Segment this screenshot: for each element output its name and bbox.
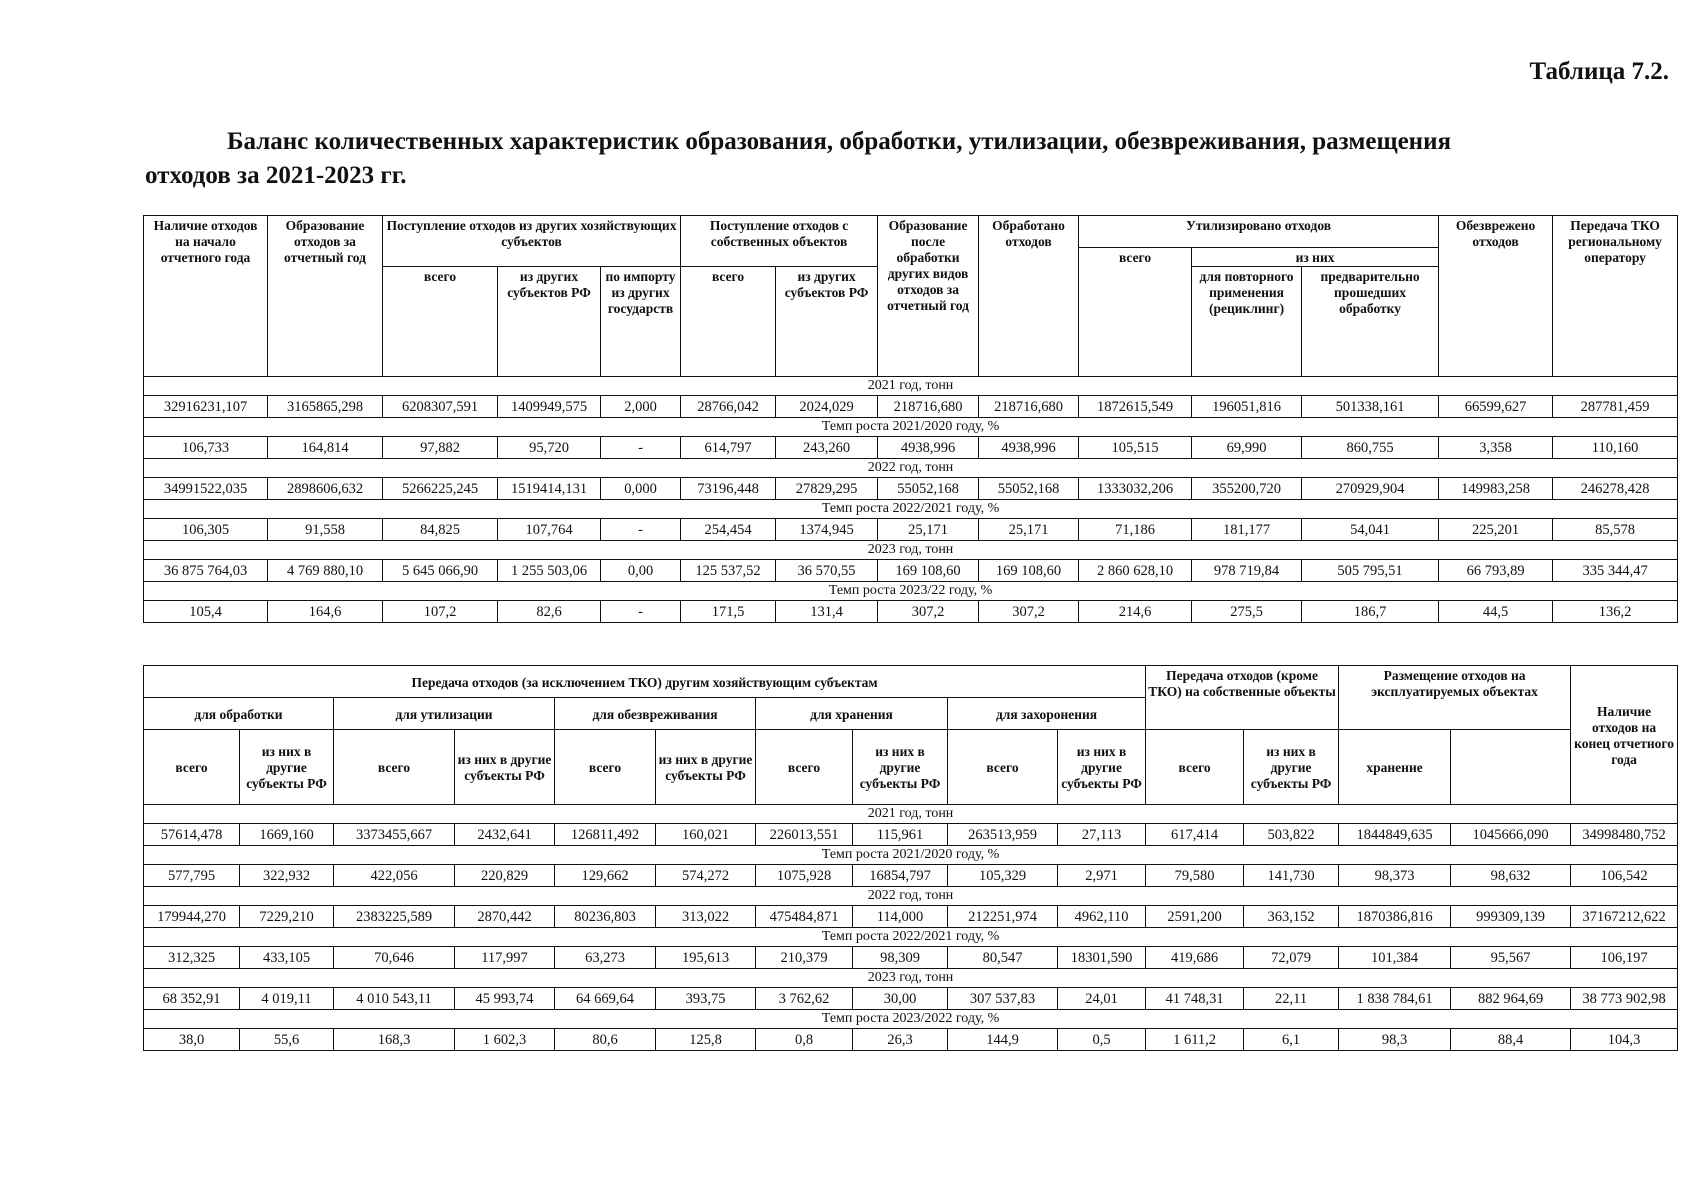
document-title: [145, 125, 1660, 193]
table-cell: 1870386,816: [1339, 906, 1451, 928]
table-cell: 115,961: [853, 824, 948, 846]
table-cell: 179944,270: [144, 906, 240, 928]
table-cell: 419,686: [1146, 947, 1244, 969]
section-label: 2022 год, тонн: [144, 887, 1678, 906]
table-cell: 322,932: [240, 865, 334, 887]
table-cell: 36 875 764,03: [144, 560, 268, 582]
header-for-storage: для хранения: [756, 698, 948, 730]
table-cell: 69,990: [1192, 437, 1302, 459]
table-cell: 218716,680: [878, 396, 979, 418]
table-cell: 3 762,62: [756, 988, 853, 1010]
table-cell: 85,578: [1553, 519, 1678, 541]
table-cell: 71,186: [1079, 519, 1192, 541]
table-cell: -: [601, 437, 681, 459]
table-cell: 1045666,090: [1451, 824, 1571, 846]
table-cell: 4962,110: [1058, 906, 1146, 928]
table-cell: 218716,680: [979, 396, 1079, 418]
balance-table-part-2: [143, 665, 1678, 1051]
table-cell: 37167212,622: [1571, 906, 1678, 928]
header-storage-rf: из них в другие субъекты РФ: [853, 730, 948, 805]
table-cell: 1 838 784,61: [1339, 988, 1451, 1010]
section-label: 2021 год, тонн: [144, 805, 1678, 824]
section-label-row: [144, 887, 1678, 906]
table-cell: 2,000: [601, 396, 681, 418]
table-cell: 73196,448: [681, 478, 776, 500]
header-from-other-total: всего: [383, 267, 498, 377]
table-row: [144, 906, 1678, 928]
table-cell: 18301,590: [1058, 947, 1146, 969]
table-cell: 243,260: [776, 437, 878, 459]
section-label: 2022 год, тонн: [144, 459, 1678, 478]
table-cell: 226013,551: [756, 824, 853, 846]
table-cell: 106,197: [1571, 947, 1678, 969]
table-cell: 1409949,575: [498, 396, 601, 418]
table-cell: 614,797: [681, 437, 776, 459]
section-label-row: [144, 928, 1678, 947]
header-from-own-rf: из других субъектов РФ: [776, 267, 878, 377]
table-cell: 212251,974: [948, 906, 1058, 928]
table-cell: 214,6: [1079, 601, 1192, 623]
header-transfer-own-objects: Передача отходов (кроме ТКО) на собственные объекты: [1146, 666, 1339, 730]
header-from-own-objects: Поступление отходов с собственных объектов: [681, 216, 878, 267]
header-after-processing: Образование после обработки других видов отходов за отчетный год: [878, 216, 979, 377]
table-cell: 313,022: [656, 906, 756, 928]
header-from-own-total: всего: [681, 267, 776, 377]
table-cell: 24,01: [1058, 988, 1146, 1010]
header-from-other-import: по импорту из других государств: [601, 267, 681, 377]
balance-table-part-1: [143, 215, 1678, 623]
table-cell: 393,75: [656, 988, 756, 1010]
table-cell: 106,305: [144, 519, 268, 541]
table-cell: 225,201: [1439, 519, 1553, 541]
table-cell: 125 537,52: [681, 560, 776, 582]
table-row: [144, 824, 1678, 846]
table-cell: 45 993,74: [455, 988, 555, 1010]
table-cell: 5 645 066,90: [383, 560, 498, 582]
header-utilized-of-which: из них: [1192, 248, 1439, 267]
table-cell: 66 793,89: [1439, 560, 1553, 582]
table-cell: 312,325: [144, 947, 240, 969]
header-neutralization-rf: из них в другие субъекты РФ: [656, 730, 756, 805]
table-cell: 0,00: [601, 560, 681, 582]
section-label-row: [144, 969, 1678, 988]
table-cell: 2591,200: [1146, 906, 1244, 928]
table-cell: 307 537,83: [948, 988, 1058, 1010]
table-cell: 117,997: [455, 947, 555, 969]
table-cell: 34991522,035: [144, 478, 268, 500]
table-cell: 32916231,107: [144, 396, 268, 418]
table-cell: 475484,871: [756, 906, 853, 928]
table-row: [144, 560, 1678, 582]
table-cell: 1519414,131: [498, 478, 601, 500]
section-label: 2021 год, тонн: [144, 377, 1678, 396]
header-placement-storage: хранение: [1339, 730, 1451, 805]
table-cell: 144,9: [948, 1029, 1058, 1051]
table-cell: 149983,258: [1439, 478, 1553, 500]
table-cell: 270929,904: [1302, 478, 1439, 500]
table-cell: 34998480,752: [1571, 824, 1678, 846]
table-cell: 501338,161: [1302, 396, 1439, 418]
section-label: 2023 год, тонн: [144, 969, 1678, 988]
table-cell: 2898606,632: [268, 478, 383, 500]
table-row: [144, 519, 1678, 541]
table-cell: 503,822: [1244, 824, 1339, 846]
table-row: [144, 396, 1678, 418]
table-cell: 3373455,667: [334, 824, 455, 846]
header-generated: Образование отходов за отчетный год: [268, 216, 383, 377]
table-cell: 254,454: [681, 519, 776, 541]
title-line-1: Баланс количественных характеристик образования, обработки, утилизации, обезвреживания, размещения: [227, 128, 1452, 155]
table-cell: 66599,627: [1439, 396, 1553, 418]
header-from-other-rf: из других субъектов РФ: [498, 267, 601, 377]
table-row: [144, 478, 1678, 500]
table-cell: 97,882: [383, 437, 498, 459]
table-cell: 95,567: [1451, 947, 1571, 969]
table-cell: 98,309: [853, 947, 948, 969]
section-label-row: [144, 805, 1678, 824]
table-cell: 36 570,55: [776, 560, 878, 582]
header-placement-other: [1451, 730, 1571, 805]
table-cell: 25,171: [979, 519, 1079, 541]
table-cell: -: [601, 519, 681, 541]
section-label: Темп роста 2022/2021 году, %: [144, 928, 1678, 947]
table-cell: 210,379: [756, 947, 853, 969]
table-cell: 160,021: [656, 824, 756, 846]
table-cell: 25,171: [878, 519, 979, 541]
table-cell: 196051,816: [1192, 396, 1302, 418]
table-cell: 4 010 543,11: [334, 988, 455, 1010]
section-label-row: [144, 1010, 1678, 1029]
table-row: [144, 988, 1678, 1010]
section-label: Темп роста 2021/2020 году, %: [144, 418, 1678, 437]
table-cell: 104,3: [1571, 1029, 1678, 1051]
table-cell: 80236,803: [555, 906, 656, 928]
table-cell: 126811,492: [555, 824, 656, 846]
table-cell: 577,795: [144, 865, 240, 887]
header-start-balance: Наличие отходов на начало отчетного года: [144, 216, 268, 377]
section-label-row: [144, 500, 1678, 519]
header-recycling: для повторного применения (рециклинг): [1192, 267, 1302, 377]
table-cell: 41 748,31: [1146, 988, 1244, 1010]
table-cell: 125,8: [656, 1029, 756, 1051]
table-cell: 2383225,589: [334, 906, 455, 928]
table-cell: 30,00: [853, 988, 948, 1010]
header-own-total: всего: [1146, 730, 1244, 805]
table-row: [144, 437, 1678, 459]
table-cell: 335 344,47: [1553, 560, 1678, 582]
table-cell: 106,542: [1571, 865, 1678, 887]
table-cell: 6208307,591: [383, 396, 498, 418]
table-cell: 2024,029: [776, 396, 878, 418]
table-cell: 106,733: [144, 437, 268, 459]
header-utilization-total: всего: [334, 730, 455, 805]
section-label-row: [144, 541, 1678, 560]
table-cell: 110,160: [1553, 437, 1678, 459]
table-cell: 246278,428: [1553, 478, 1678, 500]
table-cell: 64 669,64: [555, 988, 656, 1010]
table-cell: 101,384: [1339, 947, 1451, 969]
table-cell: 168,3: [334, 1029, 455, 1051]
section-label-row: [144, 418, 1678, 437]
table-cell: 0,000: [601, 478, 681, 500]
table-cell: 16854,797: [853, 865, 948, 887]
table-cell: 136,2: [1553, 601, 1678, 623]
table-cell: 882 964,69: [1451, 988, 1571, 1010]
header-end-balance: Наличие отходов на конец отчетного года: [1571, 666, 1678, 805]
table-cell: 2,971: [1058, 865, 1146, 887]
table-cell: 55052,168: [878, 478, 979, 500]
section-label-row: [144, 377, 1678, 396]
header-processing-rf: из них в другие субъекты РФ: [240, 730, 334, 805]
section-label-row: [144, 459, 1678, 478]
table-row: [144, 865, 1678, 887]
table-cell: -: [601, 601, 681, 623]
table-cell: 72,079: [1244, 947, 1339, 969]
table-cell: 105,515: [1079, 437, 1192, 459]
table-cell: 6,1: [1244, 1029, 1339, 1051]
table-cell: 55,6: [240, 1029, 334, 1051]
table-cell: 307,2: [979, 601, 1079, 623]
header-burial-rf: из них в другие субъекты РФ: [1058, 730, 1146, 805]
table-cell: 63,273: [555, 947, 656, 969]
table-cell: 98,373: [1339, 865, 1451, 887]
table-cell: 1374,945: [776, 519, 878, 541]
table-row: [144, 1029, 1678, 1051]
header-transfer-other-entities: Передача отходов (за исключением ТКО) другим хозяйствующим субъектам: [144, 666, 1146, 698]
section-label: 2023 год, тонн: [144, 541, 1678, 560]
table-cell: 129,662: [555, 865, 656, 887]
table-cell: 287781,459: [1553, 396, 1678, 418]
section-label-row: [144, 846, 1678, 865]
header-storage-total: всего: [756, 730, 853, 805]
table-cell: 195,613: [656, 947, 756, 969]
table-cell: 3165865,298: [268, 396, 383, 418]
table-cell: 1 602,3: [455, 1029, 555, 1051]
table-cell: 220,829: [455, 865, 555, 887]
table-cell: 1872615,549: [1079, 396, 1192, 418]
table-cell: 617,414: [1146, 824, 1244, 846]
table-cell: 186,7: [1302, 601, 1439, 623]
table-cell: 3,358: [1439, 437, 1553, 459]
table-cell: 1333032,206: [1079, 478, 1192, 500]
table-cell: 107,764: [498, 519, 601, 541]
table-cell: 68 352,91: [144, 988, 240, 1010]
table-cell: 70,646: [334, 947, 455, 969]
header-utilized-total: всего: [1079, 248, 1192, 377]
table-cell: 7229,210: [240, 906, 334, 928]
table-cell: 433,105: [240, 947, 334, 969]
table-cell: 169 108,60: [878, 560, 979, 582]
header-neutralized: Обезврежено отходов: [1439, 216, 1553, 377]
table-cell: 98,632: [1451, 865, 1571, 887]
section-label-row: [144, 582, 1678, 601]
table-cell: 57614,478: [144, 824, 240, 846]
table-cell: 5266225,245: [383, 478, 498, 500]
section-label: Темп роста 2023/2022 году, %: [144, 1010, 1678, 1029]
table-cell: 2432,641: [455, 824, 555, 846]
header-processing-total: всего: [144, 730, 240, 805]
table-cell: 105,329: [948, 865, 1058, 887]
header-utilization-rf: из них в другие субъекты РФ: [455, 730, 555, 805]
table-cell: 1844849,635: [1339, 824, 1451, 846]
table-cell: 363,152: [1244, 906, 1339, 928]
header-for-utilization: для утилизации: [334, 698, 555, 730]
section-label: Темп роста 2021/2020 году, %: [144, 846, 1678, 865]
table-cell: 181,177: [1192, 519, 1302, 541]
table-cell: 860,755: [1302, 437, 1439, 459]
table-cell: 307,2: [878, 601, 979, 623]
table-cell: 141,730: [1244, 865, 1339, 887]
table-cell: 38 773 902,98: [1571, 988, 1678, 1010]
table-cell: 28766,042: [681, 396, 776, 418]
table-cell: 164,814: [268, 437, 383, 459]
table-cell: 114,000: [853, 906, 948, 928]
header-own-rf: из них в другие субъекты РФ: [1244, 730, 1339, 805]
header-from-other-entities: Поступление отходов из других хозяйствующих субъектов: [383, 216, 681, 267]
table-cell: 505 795,51: [1302, 560, 1439, 582]
table-cell: 978 719,84: [1192, 560, 1302, 582]
section-label: Темп роста 2022/2021 году, %: [144, 500, 1678, 519]
header-placement: Размещение отходов на эксплуатируемых объектах: [1339, 666, 1571, 730]
table-cell: 1669,160: [240, 824, 334, 846]
table-cell: 80,6: [555, 1029, 656, 1051]
header-burial-total: всего: [948, 730, 1058, 805]
table-cell: 275,5: [1192, 601, 1302, 623]
table-cell: 88,4: [1451, 1029, 1571, 1051]
table-number: Таблица 7.2.: [1529, 58, 1669, 85]
table-cell: 38,0: [144, 1029, 240, 1051]
table-cell: 79,580: [1146, 865, 1244, 887]
table-cell: 4938,996: [979, 437, 1079, 459]
header-for-burial: для захоронения: [948, 698, 1146, 730]
table-cell: 2870,442: [455, 906, 555, 928]
table-cell: 22,11: [1244, 988, 1339, 1010]
table-cell: 164,6: [268, 601, 383, 623]
table-cell: 82,6: [498, 601, 601, 623]
table-cell: 0,8: [756, 1029, 853, 1051]
table-cell: 91,558: [268, 519, 383, 541]
table-cell: 999309,139: [1451, 906, 1571, 928]
table-cell: 4 769 880,10: [268, 560, 383, 582]
table-cell: 1075,928: [756, 865, 853, 887]
table-cell: 44,5: [1439, 601, 1553, 623]
header-neutralization-total: всего: [555, 730, 656, 805]
table-cell: 26,3: [853, 1029, 948, 1051]
table-cell: 27,113: [1058, 824, 1146, 846]
table-cell: 84,825: [383, 519, 498, 541]
table-cell: 1 255 503,06: [498, 560, 601, 582]
table-cell: 55052,168: [979, 478, 1079, 500]
table-cell: 131,4: [776, 601, 878, 623]
table-cell: 54,041: [1302, 519, 1439, 541]
table-cell: 169 108,60: [979, 560, 1079, 582]
header-for-processing: для обработки: [144, 698, 334, 730]
table-cell: 171,5: [681, 601, 776, 623]
table-cell: 422,056: [334, 865, 455, 887]
table-cell: 80,547: [948, 947, 1058, 969]
table-cell: 355200,720: [1192, 478, 1302, 500]
table-cell: 4 019,11: [240, 988, 334, 1010]
table-cell: 27829,295: [776, 478, 878, 500]
table-cell: 4938,996: [878, 437, 979, 459]
title-line-2: отходов за 2021-2023 гг.: [145, 162, 407, 189]
table-cell: 107,2: [383, 601, 498, 623]
table-cell: 1 611,2: [1146, 1029, 1244, 1051]
header-pre-processed: предварительно прошедших обработку: [1302, 267, 1439, 377]
section-label: Темп роста 2023/22 году, %: [144, 582, 1678, 601]
table-cell: 98,3: [1339, 1029, 1451, 1051]
table-cell: 105,4: [144, 601, 268, 623]
header-tko-transfer: Передача ТКО региональному оператору: [1553, 216, 1678, 377]
table-cell: 574,272: [656, 865, 756, 887]
table-cell: 95,720: [498, 437, 601, 459]
table-cell: 0,5: [1058, 1029, 1146, 1051]
table-cell: 2 860 628,10: [1079, 560, 1192, 582]
table-row: [144, 601, 1678, 623]
header-processed: Обработано отходов: [979, 216, 1079, 377]
header-utilized: Утилизировано отходов: [1079, 216, 1439, 248]
table-row: [144, 947, 1678, 969]
table-cell: 263513,959: [948, 824, 1058, 846]
header-for-neutralization: для обезвреживания: [555, 698, 756, 730]
